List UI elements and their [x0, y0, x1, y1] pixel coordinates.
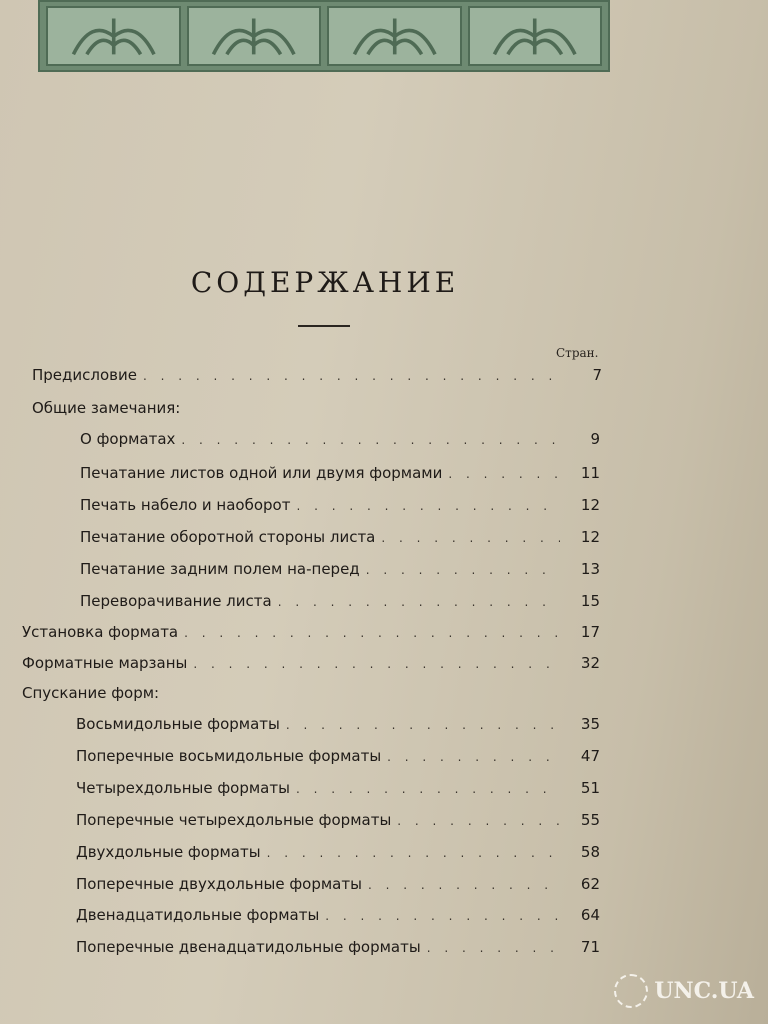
toc-entry — [22, 654, 600, 680]
ornament-tile — [46, 6, 181, 66]
toc-entry — [76, 811, 600, 837]
site-watermark — [614, 974, 754, 1008]
toc-entry-page: 32 — [580, 654, 600, 672]
leader-dots — [448, 467, 560, 481]
toc-entry-page: 15 — [580, 592, 600, 610]
toc-entry — [80, 592, 600, 618]
toc-entry — [76, 875, 600, 901]
leader-dots — [193, 657, 560, 671]
toc-entry-label: Переворачивание листа — [80, 592, 272, 610]
toc-entry-page: 51 — [580, 779, 600, 797]
leader-dots — [427, 941, 560, 955]
toc-entry — [80, 464, 600, 490]
toc-entry — [32, 366, 602, 392]
toc-entry-page: 71 — [580, 938, 600, 956]
toc-entry-label: Установка формата — [22, 623, 179, 641]
leader-dots — [368, 878, 560, 892]
leader-dots — [143, 369, 562, 383]
toc-entry — [80, 430, 600, 456]
watermark-text: UNC.UA — [654, 978, 754, 1004]
leader-dots — [366, 563, 560, 577]
toc-entry-page: 62 — [580, 875, 600, 893]
toc-entry-page: 11 — [580, 464, 600, 482]
leader-dots — [278, 595, 560, 609]
toc-entry-page: 47 — [580, 747, 600, 765]
toc-entry-label: Двухдольные форматы — [76, 843, 261, 861]
toc-entry-page: 17 — [580, 623, 600, 641]
toc-entry-label: Печать набело и наоборот — [80, 496, 291, 514]
leader-dots — [381, 531, 560, 545]
toc-entry-page: 35 — [580, 715, 600, 733]
toc-entry — [76, 938, 600, 964]
toc-entry-page: 55 — [580, 811, 600, 829]
toc-entry-page: 12 — [580, 496, 600, 514]
leader-dots — [296, 499, 560, 513]
leader-dots — [387, 750, 560, 764]
toc-entry — [76, 747, 600, 773]
toc-entry — [80, 560, 600, 586]
toc-entry-page: 13 — [580, 560, 600, 578]
toc-entry-label: Предисловие — [32, 366, 137, 384]
toc-entry-label: Восьмидольные форматы — [76, 715, 280, 733]
ornament-tile — [468, 6, 603, 66]
page-title: СОДЕРЖАНИЕ — [190, 266, 460, 299]
leader-dots — [397, 814, 560, 828]
toc-entry-label: Поперечные четырехдольные форматы — [76, 811, 392, 829]
leader-dots — [267, 846, 560, 860]
toc-entry-label: Печатание листов одной или двумя формами — [80, 464, 443, 482]
leader-dots — [181, 433, 560, 447]
toc-entry-page: 9 — [590, 430, 600, 448]
toc-entry-label: Поперечные двенадцатидольные форматы — [76, 938, 421, 956]
leader-dots — [296, 782, 560, 796]
toc-entry — [76, 843, 600, 869]
toc-entry — [80, 528, 600, 554]
toc-entry — [76, 715, 600, 741]
leader-dots — [286, 718, 560, 732]
toc-entry-label: Печатание задним полем на-перед — [80, 560, 360, 578]
toc-entry-label: Четырехдольные форматы — [76, 779, 290, 797]
toc-entry-label: Поперечные двухдольные форматы — [76, 875, 362, 893]
toc-entry-page: 12 — [580, 528, 600, 546]
toc-entry — [22, 623, 600, 649]
toc-entry — [80, 496, 600, 522]
coin-logo-icon — [614, 974, 648, 1008]
leader-dots — [325, 909, 560, 923]
toc-section-heading: Спускание форм: — [22, 684, 160, 702]
toc-section-heading: Общие замечания: — [32, 399, 181, 417]
ornament-tile — [187, 6, 322, 66]
title-divider — [298, 325, 350, 327]
page-column-header: Стран. — [556, 346, 599, 360]
toc-entry — [76, 779, 600, 805]
toc-entry-page: 7 — [592, 366, 602, 384]
toc-entry-label: Форматные марзаны — [22, 654, 188, 672]
toc-entry-label: О форматах — [80, 430, 176, 448]
toc-entry-page: 58 — [580, 843, 600, 861]
ornament-tile — [327, 6, 462, 66]
decorative-ornament-band — [38, 0, 610, 72]
toc-entry — [76, 906, 600, 932]
toc-entry-label: Печатание оборотной стороны листа — [80, 528, 376, 546]
toc-entry-page: 64 — [580, 906, 600, 924]
toc-entry-label: Поперечные восьмидольные форматы — [76, 747, 382, 765]
leader-dots — [184, 626, 560, 640]
toc-entry-label: Двенадцатидольные форматы — [76, 906, 320, 924]
